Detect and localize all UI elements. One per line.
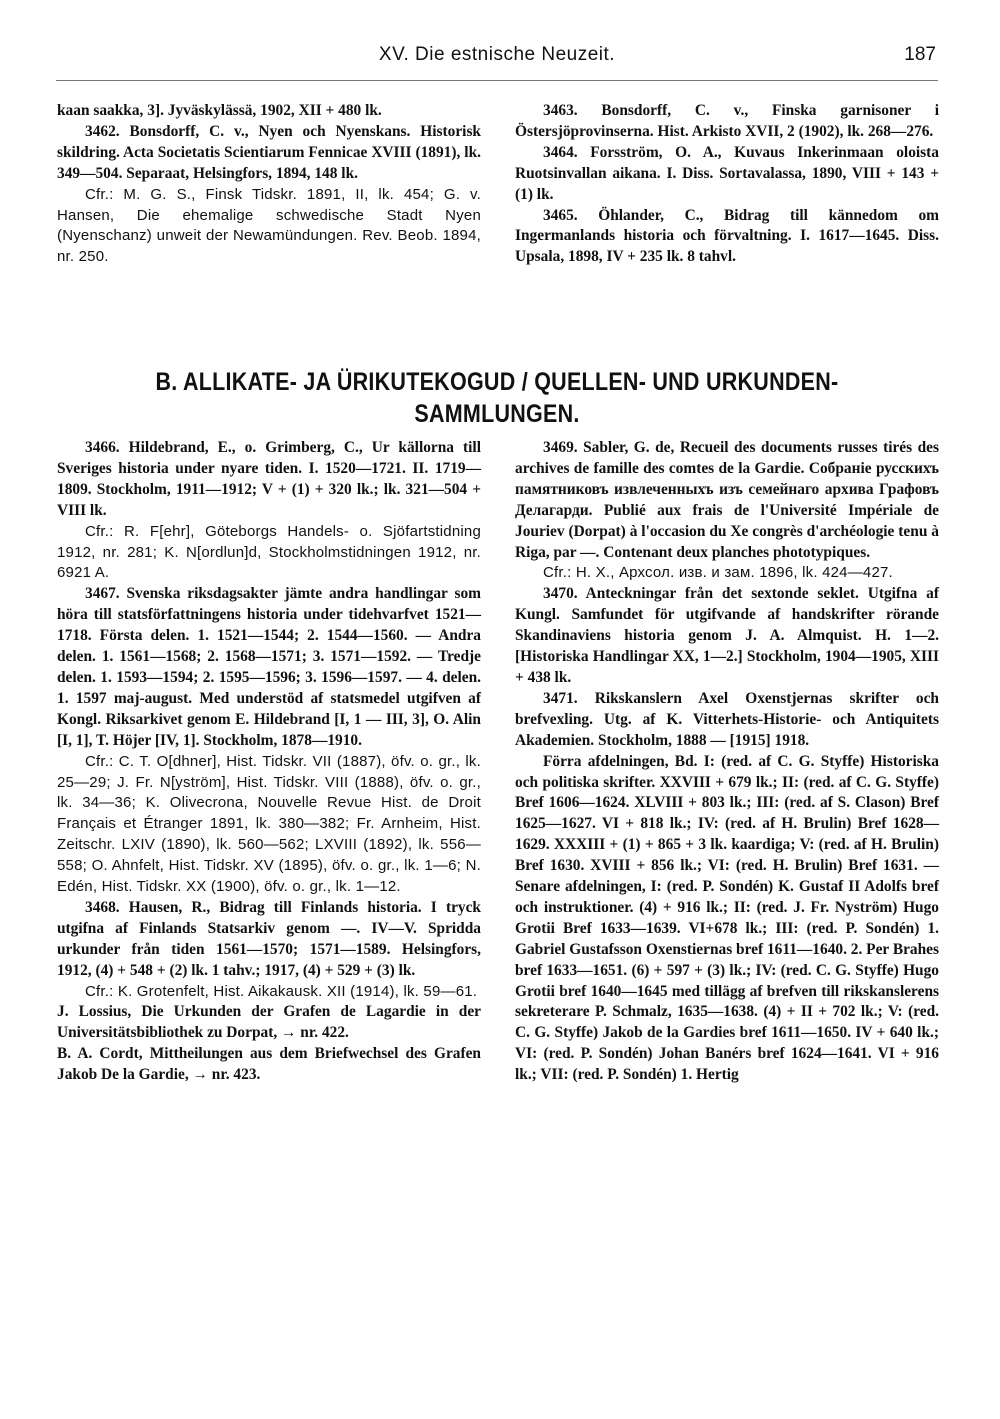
bibliography-entry: 3470. Anteckningar från det sextonde seklet. Utgifna af Kungl. Samfundet för utgifvande af handskrifter rörande Skandinaviens historia genom J. A. Almquist. H. 1—2. [Historiska Handlingar XX, 1—2.] Stockholm, 1904—1905, XIII + 438 lk.: [515, 585, 939, 686]
bibliography-entry: kaan saakka, 3]. Jyväskylässä, 1902, XII + 480 lk.: [57, 102, 382, 119]
citation-paragraph: Cfr.: K. Grotenfelt, Hist. Aikakausk. XII (1914), lk. 59—61.: [85, 982, 478, 1000]
bibliography-entry: 3471. Rikskanslern Axel Oxenstjernas skrifter och brefvexling. Utg. af K. Vitterhets-Historie- och Antiquitets Akademien. Stockholm, 1888 — [1915] 1918.: [515, 689, 939, 749]
section-heading-line-2: SAMMLUNGEN.: [414, 400, 580, 428]
citation-paragraph: Cfr.: C. T. O[dhner], Hist. Tidskr. VII (1887), öfv. o. gr., lk. 25—29; J. Fr. N[yström], Hist. Tidskr. VIII (1888), öfv. o. gr., lk. 34—36; K. Olivecrona, Nouvelle Revue Hist. de Droit Français et Étranger 1891, lk. 380—382; Fr. Arnheim, Hist. Zeitschr. LXIV (1890), lk. 560—562; LXVIII (1892), lk. 556—558; O. Ahnfelt, Hist. Tidskr. XV (1895), öfv. o. gr., lk. 1—6; N. Edén, Hist. Tidskr. XX (1900), öfv. o. gr., lk. 1—12.: [57, 752, 481, 896]
bibliography-entry: 3463. Bonsdorff, C. v., Finska garnisoner i Östersjöprovinserna. Hist. Arkisto XVII, 2 (1902), lk. 268—276.: [515, 102, 939, 140]
left-column-bottom: [57, 438, 481, 1086]
left-column-top: [57, 101, 481, 268]
citation-paragraph: Cfr.: M. G. S., Finsk Tidskr. 1891, II, lk. 454; G. v. Hansen, Die ehemalige schwedische Stadt Nyen (Nyenschanz) unweit der Newamündungen. Rev. Beob. 1894, nr. 250.: [57, 185, 481, 266]
page-number: 187: [904, 44, 936, 65]
running-header: [56, 40, 938, 81]
bibliography-entry: 3464. Forsström, O. A., Kuvaus Inkerinmaan oloista Ruotsinvallan aikana. I. Diss. Sortavalassa, 1890, VIII + 143 + (1) lk.: [515, 143, 939, 203]
section-heading-line-1: B. ALLIKATE- JA ÜRIKUTEKOGUD / QUELLEN- UND URKUNDEN-: [155, 368, 839, 396]
bibliography-entry: B. A. Cordt, Mittheilungen aus dem Briefwechsel des Grafen Jakob De la Gardie, → nr. 423.: [57, 1045, 481, 1084]
bibliography-entry: J. Lossius, Die Urkunden der Grafen de Lagardie in der Universitätsbibliothek zu Dorpat, → nr. 422.: [57, 1003, 481, 1042]
bibliography-entry: 3466. Hildebrand, E., o. Grimberg, C., Ur källorna till Sveriges historia under nyare tiden. I. 1520—1721. II. 1719—1809. Stockholm, 1911—1912; V + (1) + 320 lk.; lk. 321—504 + VIII lk.: [57, 439, 481, 519]
section-heading: [118, 366, 877, 430]
citation-paragraph: Cfr.: H. X., Архсол. изв. и зам. 1896, lk. 424—427.: [543, 564, 893, 582]
citation-paragraph: Cfr.: R. F[ehr], Göteborgs Handels- o. Sjöfartstidning 1912, nr. 281; K. N[ordlun]d, Stockholmstidningen 1912, nr. 6921 A.: [57, 522, 481, 582]
right-column-bottom: [515, 438, 939, 1086]
running-title: XV. Die estnische Neuzeit.: [378, 44, 616, 65]
bibliography-entry: Förra afdelningen, Bd. I: (red. af C. G. Styffe) Historiska och politiska skrifter. XXVIII + 679 lk.; II: (red. af C. G. Styffe) Bref 1606—1624. XLVIII + 803 lk.; III: (red. af S. Clason) Bref 1625—1627. VI + 818 lk.; IV: (red. af H. Brulin) Bref 1628—1629. XXXIII + (1) + 865 + 3 lk. kaardiga; V: (red. af H. Brulin) Bref 1630. XVIII + 856 lk.; VI: (red. H. Brulin) Bref 1631. — Senare afdelningen, I: (red. P. Sondén) K. Gustaf II Adolfs bref och instruktioner. (4) + 916 lk.; II: (red. J. Fr. Nyström) Hugo Grotii Bref 1633—1639. VI+678 lk.; III: (red. P. Sondén) 1. Gabriel Gustafsson Oxenstiernas bref 1611—1640. 2. Per Brahes bref 1633—1651. (6) + 597 + (3) lk.; IV: (red. C. G. Styffe) Hugo Grotii bref 1640—1645 med tillägg af brefven till rikskanslerens sekreterare P. Schmalz, 1635—1638. (4) + II + 702 lk.; V: (red. C. G. Styffe) Jakob de la Gardies bref 1611—1650. IV + 640 lk.; VI: (red. P. Sondén) Johan Banérs bref 1624—1641. VI + 916 lk.; VII: (red. P. Sondén) 1. Hertig: [515, 752, 939, 1084]
bibliography-entry: 3467. Svenska riksdagsakter jämte andra handlingar som höra till statsförfattningens historia under tidehvarfvet 1521—1718. Första delen. 1. 1521—1544; 2. 1544—1560. — Andra delen. 1. 1561—1568; 2. 1568—1571; 3. 1571—1592. — Tredje delen. 1. 1593—1594; 2. 1595—1596; 3. 1596—1597. — 4. delen. 1. 1597 maj-august. Med understöd af statsmedel utgifven af Kongl. Riksarkivet genom E. Hildebrand [I, 1 — III, 3], O. Alin [I, 1], T. Höjer [IV, 1]. Stockholm, 1878—1910.: [57, 585, 481, 749]
bibliography-entry: 3462. Bonsdorff, C. v., Nyen och Nyenskans. Historisk skildring. Acta Societatis Scientiarum Fennicae XVIII (1891), lk. 349—504. Separaat, Helsingfors, 1894, 148 lk.: [57, 122, 481, 182]
right-column-top: [515, 101, 939, 268]
bibliography-entry: 3465. Öhlander, C., Bidrag till kännedom om Ingermanlands historia och förvaltning. I. 1617—1645. Diss. Upsala, 1898, IV + 235 lk. 8 tahvl.: [515, 206, 939, 266]
bibliography-entry: 3468. Hausen, R., Bidrag till Finlands historia. I tryck utgifna af Finlands Statsarkiv genom —. IV—V. Spridda urkunder från tiden 1561—1570; 1571—1589. Helsingfors, 1912, (4) + 548 + (2) lk. 1 tahv.; 1917, (4) + 529 + (3) lk.: [57, 898, 481, 979]
bibliography-entry: 3469. Sabler, G. de, Recueil des documents russes tirés des archives de famille des comtes de la Gardie. Собранie русскихъ памятниковъ извлеченныхъ изъ семейнаго архива Графовъ Делагарди. Publié aux frais de l'Université Impériale de Jouriev (Dorpat) à l'occasion du Xe congrès d'archéologie tenu à Riga, par —. Contenant deux planches phototypiques.: [515, 439, 939, 561]
